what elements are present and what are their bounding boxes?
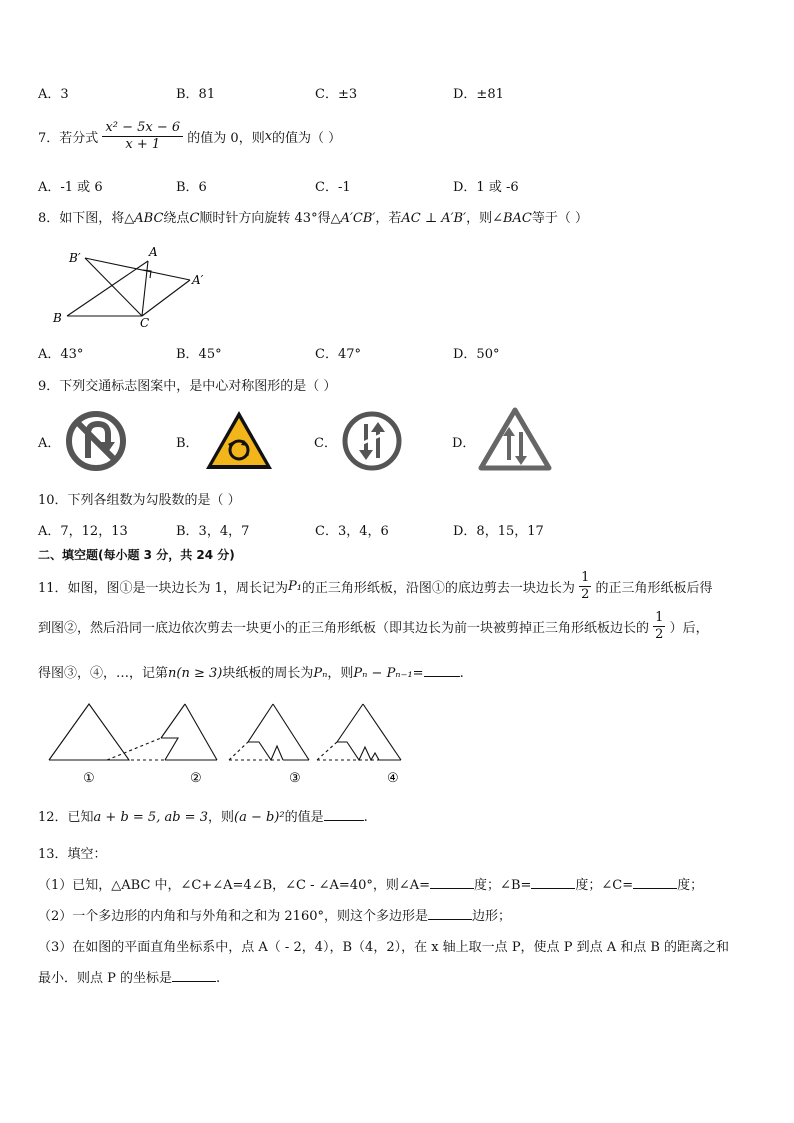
q11-half-num-1: 1 xyxy=(581,570,590,585)
q13-p3-period: . xyxy=(216,971,221,986)
q7-suffix-1: 的值为 0，则 xyxy=(187,131,265,146)
figure-label-2: ② xyxy=(190,771,202,786)
q7-denominator: x + 1 xyxy=(125,137,161,152)
q11-text-1a: 11．如图，图①是一块边长为 1，周长记为 xyxy=(38,581,288,596)
q9-option-d: D． xyxy=(452,436,476,451)
section-title: 二、填空题(每小题 3 分，共 24 分) xyxy=(38,548,235,562)
q9-option-b: B． xyxy=(176,436,199,451)
q8-text-6: 等于（ ） xyxy=(531,211,588,226)
q11-half-den-2: 2 xyxy=(655,627,664,642)
figure-label-3: ③ xyxy=(289,771,301,786)
q12-answer-blank[interactable] xyxy=(324,808,364,821)
q13-angle-a-blank[interactable] xyxy=(430,876,474,889)
q13-point-p-blank[interactable] xyxy=(172,969,216,982)
q13-p3-text-b: 最小．则点 P 的坐标是 xyxy=(38,971,173,986)
q9-question: 9．下列交通标志图案中，是中心对称图形的是（ ） xyxy=(38,379,337,394)
q13-p2-text-b: 边形； xyxy=(472,909,512,924)
q10-option-c: C．3，4，6 xyxy=(315,524,389,539)
q12-condition: a + b = 5, ab = 3 xyxy=(93,810,208,825)
q8-text-3: 顺时针方向旋转 43°得 xyxy=(199,211,331,226)
q7-question xyxy=(38,120,341,153)
q11-text-3c: ，则 xyxy=(327,666,354,681)
q13-p1-text-c: 度；∠C= xyxy=(575,878,634,893)
q10-option-d: D．8，15，17 xyxy=(453,524,544,539)
label-b: B xyxy=(53,311,62,325)
q7-prefix: 7．若分式 xyxy=(38,131,99,146)
q12-period: . xyxy=(363,810,368,825)
q11-pn: Pₙ xyxy=(313,666,328,681)
q11-condition: n(n ≥ 3) xyxy=(168,666,223,681)
q11-half-fraction-1 xyxy=(579,570,591,603)
two-way-traffic-sign-icon xyxy=(338,408,406,474)
q8-angle: ∠BAC xyxy=(492,211,532,226)
q13-part-2 xyxy=(38,905,511,924)
q11-line-1 xyxy=(38,570,713,603)
q7-option-d: D．1 或 -6 xyxy=(453,180,519,195)
q13-part-3-line-1: （3）在如图的平面直角坐标系中，点 A（ - 2，4），B（4，2），在 x 轴上取一点 P，使点 P 到点 A 和点 B 的距离之和 xyxy=(38,940,730,955)
q7-options xyxy=(38,176,758,196)
q8-point: C xyxy=(189,211,200,226)
no-u-turn-sign-icon xyxy=(62,408,130,474)
q8-text-2: 绕点 xyxy=(163,211,190,226)
q13-p1-text-b: 度；∠B= xyxy=(474,878,532,893)
q8-question xyxy=(38,207,588,226)
q11-period: . xyxy=(459,666,464,681)
roundabout-warning-sign-icon xyxy=(204,408,274,472)
q13-title: 13．填空： xyxy=(38,847,107,862)
q8-option-c: C．47° xyxy=(315,347,361,362)
q12-text-c: 的值是 xyxy=(284,810,324,825)
q11-text-2b: ）后， xyxy=(669,621,709,636)
q8-condition: AC ⊥ A′B′ xyxy=(401,211,467,226)
q8-text-4: ，若 xyxy=(375,211,402,226)
q13-angle-b-blank[interactable] xyxy=(531,876,575,889)
q11-line-2 xyxy=(38,610,709,643)
q8-triangle-2: △A′CB′ xyxy=(330,211,376,226)
q11-text-2a: 到图②，然后沿同一底边依次剪去一块更小的正三角形纸板（即其边长为前一块被剪掉正三角形纸板边长的 xyxy=(38,621,650,636)
q11-line-3 xyxy=(38,662,464,681)
two-way-warning-sign-icon xyxy=(478,406,552,472)
q11-triangles-figure xyxy=(45,700,415,788)
q7-var: x xyxy=(264,129,273,144)
q13-p2-text-a: （2）一个多边形的内角和与外角和之和为 2160°，则这个多边形是 xyxy=(38,909,428,924)
q10-question: 10．下列各组数为勾股数的是（ ） xyxy=(38,493,241,508)
q11-half-num-2: 1 xyxy=(655,610,664,625)
figure-label-4: ④ xyxy=(387,771,399,786)
q8-option-d: D．50° xyxy=(453,347,500,362)
q7-numerator: x² − 5x − 6 xyxy=(102,120,183,137)
q10-options xyxy=(38,520,758,540)
q11-p1: P₁ xyxy=(287,579,302,594)
q12-text-a: 12．已知 xyxy=(38,810,94,825)
q13-part-1 xyxy=(38,874,703,893)
q7-suffix-2: 的值为（ ） xyxy=(272,131,342,146)
q13-p1-text-d: 度； xyxy=(677,878,704,893)
q11-answer-blank[interactable] xyxy=(424,664,460,677)
q7-option-c: C．-1 xyxy=(315,180,351,195)
q7-option-b: B．6 xyxy=(176,180,207,195)
q11-equals: = xyxy=(412,666,424,681)
q8-option-b: B．45° xyxy=(176,347,222,362)
q11-expression: Pₙ − Pₙ₋₁ xyxy=(353,666,413,681)
q13-polygon-blank[interactable] xyxy=(428,907,472,920)
q8-text-5: ，则 xyxy=(466,211,493,226)
q10-option-a: A．7，12，13 xyxy=(38,524,128,539)
q8-option-a: A．43° xyxy=(38,347,84,362)
q8-text-1: 8．如下图，将 xyxy=(38,211,125,226)
q7-fraction xyxy=(102,120,183,153)
label-b-prime: B′ xyxy=(69,251,81,265)
q11-half-den-1: 2 xyxy=(581,587,590,602)
q12-text-b: ，则 xyxy=(207,810,234,825)
q6-option-a: A．3 xyxy=(38,87,69,102)
q13-p1-text-a: （1）已知，△ABC 中，∠C+∠A=4∠B，∠C - ∠A=40°，则∠A= xyxy=(38,878,431,893)
label-c: C xyxy=(140,316,150,330)
q12-question xyxy=(38,806,368,825)
q11-text-1b: 的正三角形纸板，沿图①的底边剪去一块边长为 xyxy=(301,581,575,596)
label-a-prime: A′ xyxy=(192,273,204,287)
label-a: A xyxy=(149,245,158,259)
q12-expression: (a − b)² xyxy=(234,810,285,825)
q6-option-b: B．81 xyxy=(176,87,216,102)
q13-part-3-line-2 xyxy=(38,967,220,986)
q10-option-b: B．3，4，7 xyxy=(176,524,250,539)
q6-option-c: C．±3 xyxy=(315,87,358,102)
q6-option-d: D．±81 xyxy=(453,87,504,102)
q9-option-c: C． xyxy=(314,436,337,451)
q11-text-3a: 得图③，④，…，记第 xyxy=(38,666,169,681)
q8-options xyxy=(38,343,758,363)
q11-half-fraction-2 xyxy=(653,610,665,643)
q6-options xyxy=(38,83,758,103)
q13-angle-c-blank[interactable] xyxy=(633,876,677,889)
q11-text-3b: 块纸板的周长为 xyxy=(222,666,314,681)
q8-triangle-1: △ABC xyxy=(124,211,164,226)
q7-option-a: A．-1 或 6 xyxy=(38,180,103,195)
figure-label-1: ① xyxy=(83,771,95,786)
q8-rotation-figure xyxy=(45,240,215,330)
q9-option-a: A． xyxy=(38,436,61,451)
q11-text-1c: 的正三角形纸板后得 xyxy=(595,581,713,596)
